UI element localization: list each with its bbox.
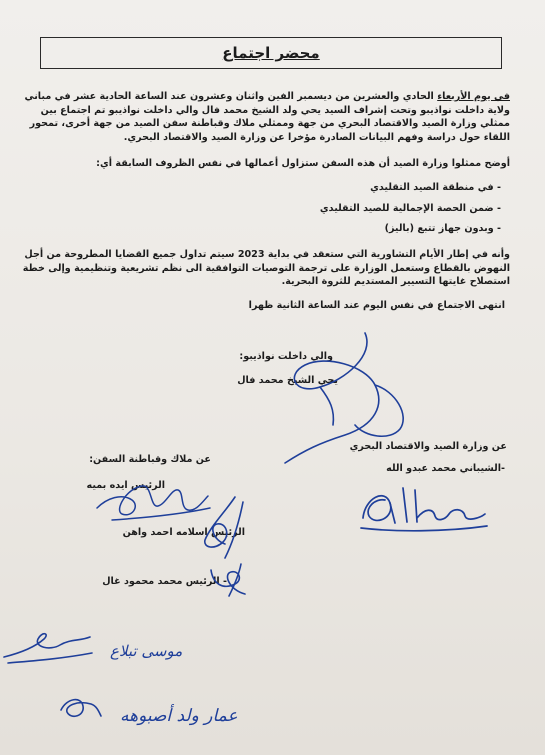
handwritten-name: موسى تبلاع [110,642,183,660]
ministry-title: عن وزارة الصيد والاقتصاد البحري [349,441,507,452]
handwritten-scribble [0,625,95,670]
wali-signature [225,325,435,470]
owner-signature [205,560,255,600]
meeting-date-prefix: في يوم الأربعاء [437,91,510,102]
intro-paragraph [22,90,510,144]
owner-member: - الرئيس محمد محمود غال [102,576,227,587]
ministry-statement: أوضح ممثلوا وزارة الصيد أن هذه السفن ستزاول أعمالها في نفس الظروف السابقة أي: [96,158,510,169]
handwritten-name: عمار ولد أصبوهه [120,706,238,726]
bullet-item: - في منطقة الصيد التقليدي [370,182,501,193]
document-title: محضر اجتماع [40,37,502,69]
intro-text: الحادي والعشرين من ديسمبر الفين واثنان وعشرون عند الساعة الحادية عشر في مباني ولاية داخلت نواذيبو وتحت إشراف السيد يحي ولد الشيخ محمد فال والي داخلت نواذيبو تم اجتماع بين ممثلي وزارة الصيد والاقتصاد البحري من جهة وممثلي ملاك وقباطنة سفن الصيد من جهة أخرى، تمحور اللقاء حول دراسة وفهم البيانات الصادرة مؤخرا عن وزارة الصيد والاقتصاد البحري. [24,91,510,143]
owner-signature [195,492,255,562]
owners-title: عن ملاك وقباطنة السفن: [89,454,211,465]
wali-title: والي داخلت نواذيبو: [239,351,333,362]
bullet-item: - وبدون جهاز تتبع (باليز) [384,223,501,234]
consultation-paragraph: وأنه في إطار الأيام التشاورية التي ستعقد في بداية 2023 سيتم تداول جميع القضايا المطروحة من أجل النهوض بالقطاع وستعمل الوزارة على ترجمة التوصيات التوافقية الى نظم تشريعية وتنظيمية وإلى خطة استصلاح غايتها التسيير المستديم للثروة البحرية. [22,249,510,287]
wali-name: يحي الشيخ محمد فال [237,375,338,386]
bullet-item: - ضمن الحصة الإجمالية للصيد التقليدي [319,203,501,214]
owner-member: الرئيس اسلامه احمد واهن [122,527,245,538]
ministry-rep-name: -الشيباني محمد عبدو الله [386,463,505,474]
owner-member: الرئيس ايده بميه [86,480,165,491]
closing-line: انتهى الاجتماع في نفس اليوم عند الساعة الثانية ظهرا [248,300,505,311]
ministry-signature [355,478,495,538]
owner-signature [92,478,212,528]
handwritten-scribble [55,690,105,725]
